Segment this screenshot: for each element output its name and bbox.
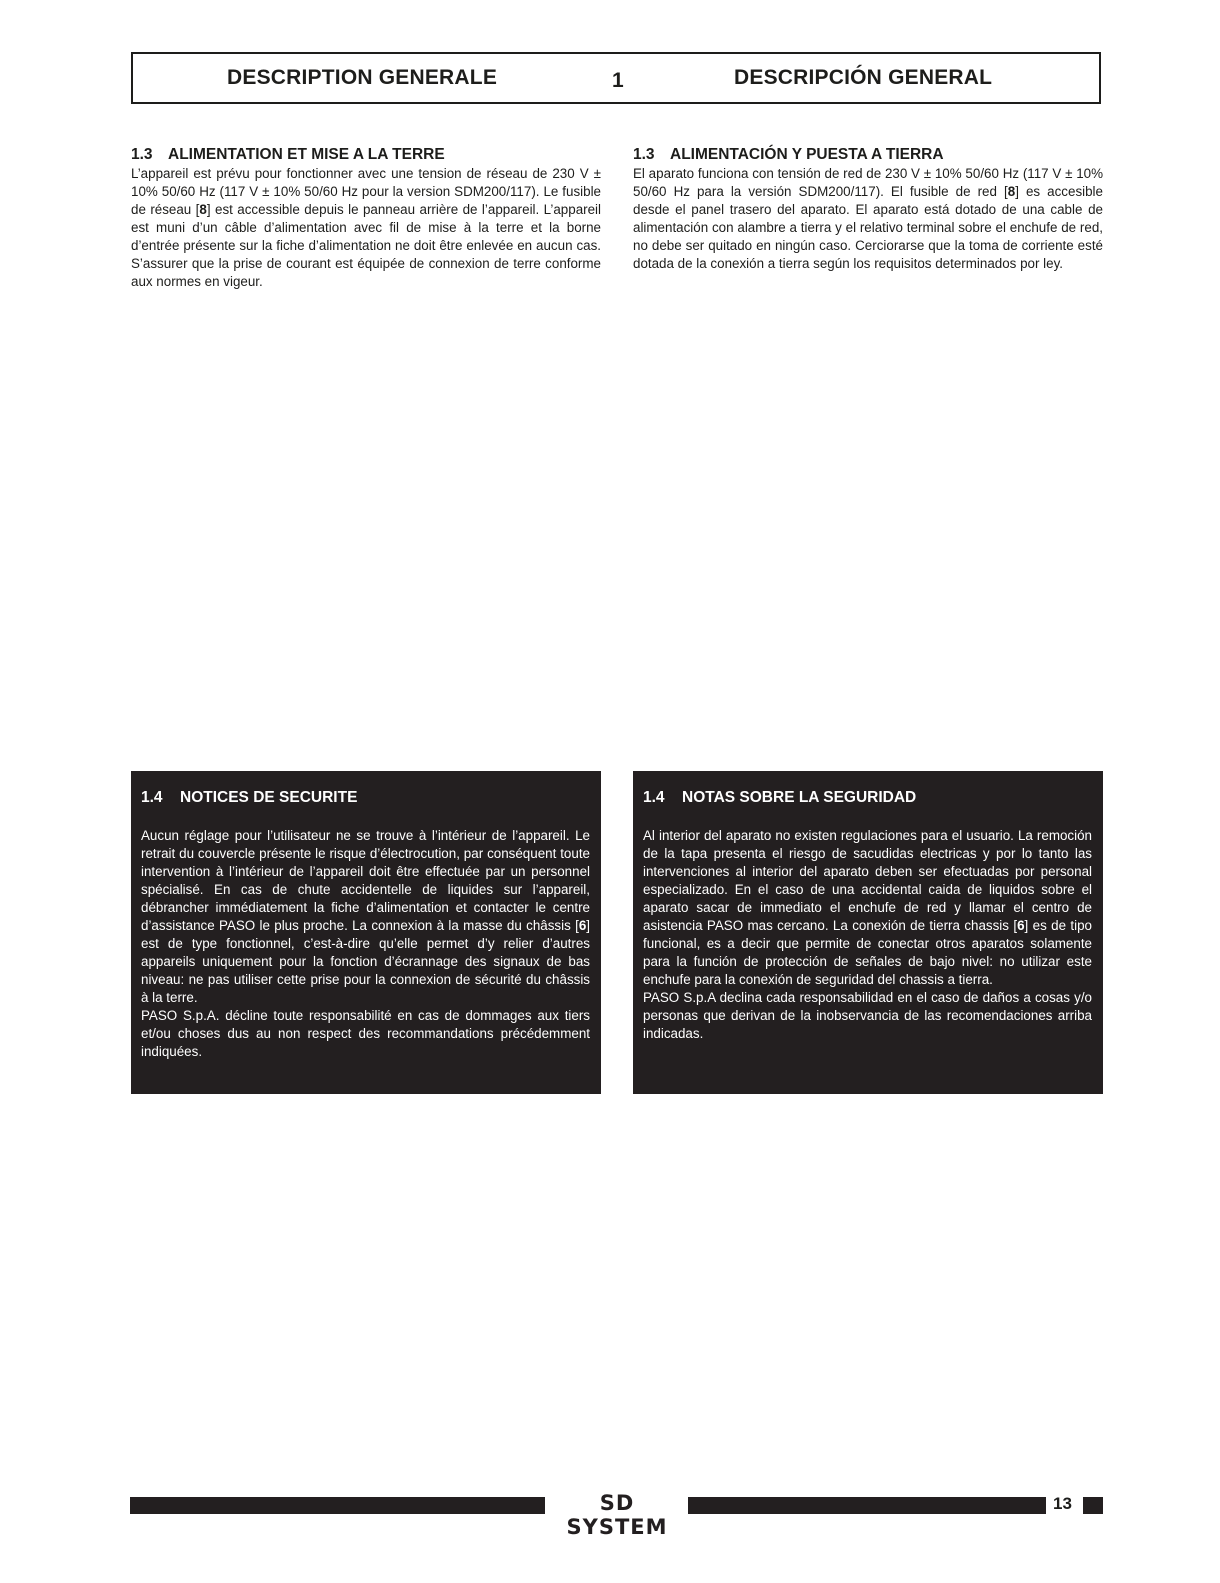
body-text: ] est de type fonctionnel, c’est-à-dire qu’elle permet d’y relier d’autres appareils uniquement pour la fonction d’écrannage des signaux de bas niveau: ne pas utiliser cette prise pour la connexion de sécurité du châssis à la terre. <box>141 918 590 1005</box>
section-number: 1.3 <box>633 146 655 163</box>
section-power-french <box>131 146 601 291</box>
notice-body <box>643 827 1092 1043</box>
footer-rule-middle <box>688 1497 1046 1514</box>
notice-title <box>643 789 1092 807</box>
body-text: ] est accessible depuis le panneau arrière de l’appareil. L’appareil est muni d’un câble d’alimentation avec fil de mise à la terre et la borne d’entrée présente sur la fiche d’alimentation ne doit être enlevée en aucun cas. S’assurer que la prise de courant est équipée de connexion de terre conforme aux normes en vigeur. <box>131 202 601 289</box>
footer-rule-left <box>130 1497 545 1514</box>
chapter-number: 1 <box>612 69 624 92</box>
footer-rule-right <box>1083 1497 1103 1514</box>
body-text: ] es accesible desde el panel trasero del aparato. El aparato está dotado de una cable de alimentación con alambre a tierra y el relativo terminal sobre el enchufe de red, no debe ser quitado en ningún caso. Cerciorarse que la toma de corriente esté dotada de la conexión a tierra según los requisitos determinados por ley. <box>633 184 1103 271</box>
body-text: Aucun réglage pour l’utilisateur ne se trouve à l’intérieur de l’appareil. Le retrait du couvercle présente le risque d’électrocution, par conséquent toute intervention à l’intérieur de l’appareil doit être effectuée par un personnel spécialisé. En cas de chute accidentelle de liquides sur l’appareil, débrancher immédiatement la fiche d’alimentation et contacter le centre d’assistance PASO le plus proche. La connexion à la masse du châssis [ <box>141 828 590 933</box>
section-number: 1.3 <box>131 146 153 163</box>
body-text: El aparato funciona con tensión de red de 230 V ± 10% 50/60 Hz (117 V ± 10% 50/60 Hz para la versión SDM200/117). El fusible de red [ <box>633 166 1103 199</box>
section-title <box>633 146 1103 164</box>
page-number: 13 <box>1053 1494 1072 1513</box>
reference-number: 8 <box>199 202 207 217</box>
safety-notice-french <box>131 771 601 1094</box>
notice-body <box>141 827 590 1061</box>
reference-number: 8 <box>1007 184 1016 199</box>
body-text: Al interior del aparato no existen regulaciones para el usuario. La remoción de la tapa presenta el riesgo de sacudidas electricas y por lo tanto las intervenciones al interior del aparato deben ser efectuadas por personal especializado. En el caso de una accidental caida de liquidos sobre el aparato sacar de immediato el enchufe de red y llamar el centro de asistencia PASO mas cercano. La conexión de tierra chassis [ <box>643 828 1092 933</box>
disclaimer-text: PASO S.p.A. décline toute responsabilité en cas de dommages aux tiers et/ou choses dus au non respect des recommandations précédemment indiquées. <box>141 1008 590 1059</box>
section-body <box>633 165 1103 273</box>
body-text: L’appareil est prévu pour fonctionner avec une tension de réseau de 230 V ± 10% 50/60 Hz (117 V ± 10% 50/60 Hz pour la version SDM200/117). Le fusible de réseau [ <box>131 166 601 217</box>
reference-number: 6 <box>1017 918 1025 933</box>
header-title-spanish: DESCRIPCIÓN GENERAL <box>734 66 993 89</box>
disclaimer-text: PASO S.p.A declina cada responsabilidad en el caso de daños a cosas y/o personas que derivan de la inobservancia de las recomendaciones arriba indicadas. <box>643 990 1092 1041</box>
section-heading: NOTICES DE SECURITE <box>180 789 358 806</box>
header-title-french: DESCRIPTION GENERALE <box>227 66 498 89</box>
page-header <box>131 52 1101 104</box>
section-number: 1.4 <box>141 789 163 806</box>
section-heading: ALIMENTATION ET MISE A LA TERRE <box>168 146 445 163</box>
footer-brand: SD SYSTEM <box>566 1491 668 1539</box>
notice-title <box>141 789 590 807</box>
section-power-spanish <box>633 146 1103 273</box>
section-heading: ALIMENTACIÓN Y PUESTA A TIERRA <box>670 146 944 163</box>
safety-notice-spanish <box>633 771 1103 1094</box>
body-text: ] es de tipo funcional, es a decir que permite de conectar otros aparatos solamente para la función de protección de señales de bajo nivel: no utilizar este enchufe para la conexión de seguridad del chassis a tierra. <box>643 918 1093 987</box>
reference-number: 6 <box>578 918 587 933</box>
section-body <box>131 165 601 291</box>
section-number: 1.4 <box>643 789 665 806</box>
section-heading: NOTAS SOBRE LA SEGURIDAD <box>682 789 917 806</box>
section-title <box>131 146 601 164</box>
